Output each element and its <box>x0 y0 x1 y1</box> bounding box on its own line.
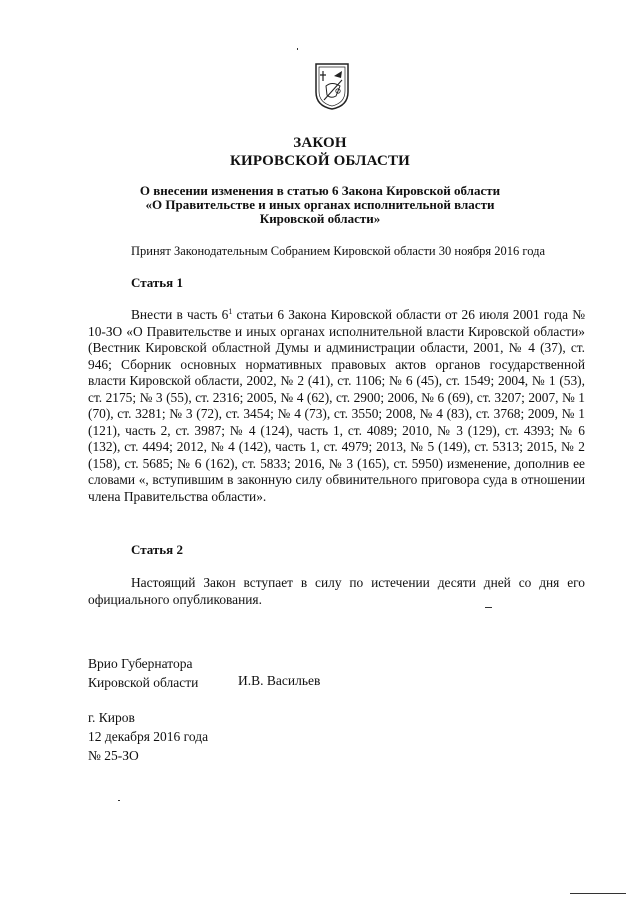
subtitle-line-3: Кировской области» <box>259 211 381 226</box>
law-label: ЗАКОН <box>293 135 347 151</box>
law-number: № 25-ЗО <box>88 748 139 763</box>
issue-city: г. Киров <box>88 710 135 725</box>
article-1-heading: Статья 1 <box>131 275 183 290</box>
scan-dot <box>118 800 120 801</box>
article-1-text <box>88 307 585 505</box>
article-1-text-rest: статьи 6 Закона Кировской области от 26 июля 2001 года № 10-ЗО «О Правительстве и иных органах исполнительной власти Кировской области» (Вестник Кировской областной Думы и администрации области, 2001, № 4 (37), ст. 946; Сборник основных нормативных правовых актов органов государственной власти Кировской области, 2002, № 2 (41), ст. 1106; № 6 (45), ст. 1549; 2004, № 1 (53), ст. 2175; № 3 (55), ст. 2316; 2005, № 4 (62), ст. 2900; 2006, № 6 (69), ст. 3207; 2007, № 1 (70), ст. 3281; № 3 (72), ст. 3454; № 4 (73), ст. 3550; 2008, № 4 (83), ст. 3768; 2009, № 1 (121), часть 2, ст. 3987; № 4 (124), часть 1, ст. 4089; 2010, № 3 (129), ст. 4393; № 6 (132), ст. 4494; 2012, № 4 (142), часть 1, ст. 4979; 2013, № 5 (149), ст. 5313; 2015, № 2 (158), ст. 5685; № 6 (162), ст. 5833; 2016, № 3 (165), ст. 5950) изменение, дополнив ее словами «, вступившим в законную силу обвинительного приговора суда в отношении члена Правительства области». <box>88 307 585 504</box>
subtitle-line-1: О внесении изменения в статью 6 Закона Кировской области <box>139 183 501 198</box>
article-2-heading: Статья 2 <box>131 542 183 557</box>
adoption-note: Принят Законодательным Собранием Кировской области 30 ноября 2016 года <box>131 244 546 258</box>
region-name: КИРОВСКОЙ ОБЛАСТИ <box>229 153 411 169</box>
scan-speck <box>297 48 298 50</box>
law-title <box>0 134 640 170</box>
position-line-1: Врио Губернатора <box>88 656 193 671</box>
issue-date: 12 декабря 2016 года <box>88 729 209 744</box>
signatory-position <box>88 654 198 692</box>
coat-of-arms-icon <box>314 62 350 110</box>
article-1-superscript: 1 <box>228 307 233 316</box>
signatory-name: И.В. Васильев <box>238 673 321 688</box>
position-line-2: Кировской области <box>88 675 199 690</box>
article-2-text: Настоящий Закон вступает в силу по истечении десяти дней со дня его официального опубликования. <box>88 575 585 607</box>
article-1-text-start: Внести в часть 6 <box>131 307 229 322</box>
law-subtitle <box>0 184 640 226</box>
footer-rule <box>570 893 626 894</box>
scan-dash <box>485 607 492 608</box>
subtitle-line-2: «О Правительстве и иных органах исполнительной власти <box>145 197 495 212</box>
issue-details <box>88 708 208 765</box>
